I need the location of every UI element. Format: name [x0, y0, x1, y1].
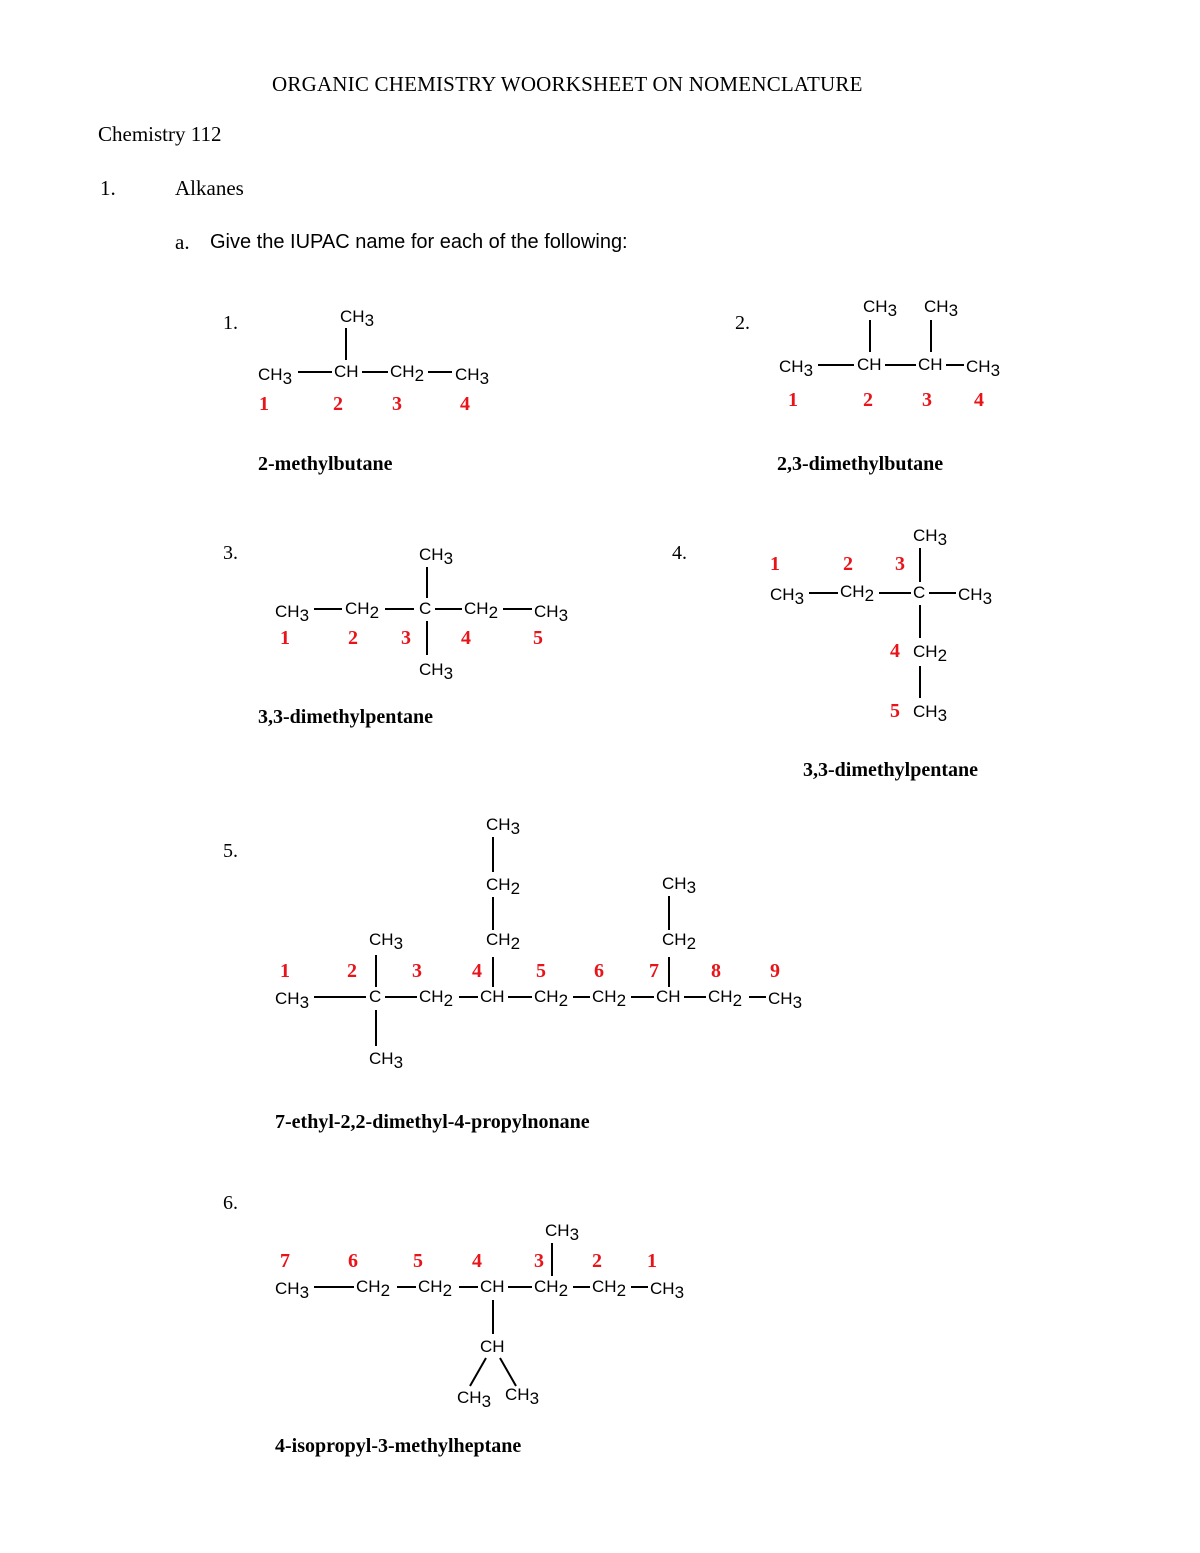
atom-label: CH2 [708, 987, 743, 1010]
atom-label: CH3 [340, 307, 375, 330]
carbon-number: 3 [534, 1250, 544, 1272]
atom-label: CH3 [419, 545, 454, 568]
problem-number-4: 4. [672, 542, 687, 564]
atom-label: CH2 [913, 642, 948, 665]
carbon-number: 7 [280, 1250, 290, 1272]
carbon-number: 2 [863, 389, 873, 411]
structure-3-3-dimethylpentane-b [770, 526, 992, 725]
carbon-number: 6 [594, 960, 604, 982]
carbon-number: 2 [348, 627, 358, 649]
atom-label: CH3 [863, 297, 898, 320]
carbon-number: 5 [413, 1250, 423, 1272]
structure-2-methylbutane [258, 307, 489, 415]
answer-4: 3,3-dimethylpentane [803, 759, 978, 781]
carbon-number: 3 [392, 393, 402, 415]
atom-label: CH [656, 987, 681, 1006]
atom-label: CH3 [486, 815, 521, 838]
atom-label: CH3 [534, 602, 569, 625]
course-name: Chemistry 112 [98, 122, 222, 146]
atom-label: C [913, 583, 926, 602]
carbon-number: 2 [592, 1250, 602, 1272]
atom-label: CH3 [768, 989, 803, 1012]
carbon-number: 5 [890, 700, 900, 722]
atom-label: CH2 [534, 987, 569, 1010]
answer-3: 3,3-dimethylpentane [258, 706, 433, 728]
atom-label: CH2 [356, 1277, 391, 1300]
carbon-number: 2 [347, 960, 357, 982]
atom-label: CH3 [662, 874, 697, 897]
section-title: Alkanes [175, 176, 244, 200]
atom-label: CH [480, 987, 505, 1006]
carbon-number: 7 [649, 960, 659, 982]
carbon-number: 2 [843, 553, 853, 575]
atom-label: CH3 [457, 1388, 492, 1411]
atom-label: CH3 [505, 1385, 540, 1408]
atom-label: C [369, 987, 382, 1006]
atom-label: CH2 [345, 599, 380, 622]
carbon-number: 6 [348, 1250, 358, 1272]
answer-5: 7-ethyl-2,2-dimethyl-4-propylnonane [275, 1111, 590, 1133]
atom-label: CH3 [966, 357, 1001, 380]
atom-label: CH [480, 1337, 505, 1356]
atom-label: CH2 [592, 1277, 627, 1300]
atom-label: CH3 [913, 702, 948, 725]
atom-label: CH2 [486, 930, 521, 953]
atom-label: CH3 [650, 1279, 685, 1302]
atom-label: CH3 [958, 585, 993, 608]
atom-label: CH3 [275, 1279, 310, 1302]
atom-label: CH2 [662, 930, 697, 953]
structure-4-isopropyl-3-methylheptane [275, 1221, 684, 1411]
structure-7-ethyl-2-2-dimethyl-4-propylnonane [275, 815, 802, 1072]
atom-label: CH3 [455, 365, 490, 388]
carbon-number: 5 [536, 960, 546, 982]
atom-label: CH3 [275, 989, 310, 1012]
problem-number-6: 6. [223, 1192, 238, 1214]
carbon-number: 4 [472, 1250, 482, 1272]
problem-number-5: 5. [223, 840, 238, 862]
atom-label: CH2 [840, 582, 875, 605]
atom-label: CH2 [464, 599, 499, 622]
carbon-number: 1 [280, 627, 290, 649]
problem-number-2: 2. [735, 312, 750, 334]
carbon-number: 4 [974, 389, 984, 411]
atom-label: CH3 [258, 365, 293, 388]
atom-label: CH2 [419, 987, 454, 1010]
carbon-number: 3 [412, 960, 422, 982]
carbon-number: 1 [788, 389, 798, 411]
atom-label: C [419, 599, 432, 618]
atom-label: CH2 [418, 1277, 453, 1300]
carbon-number: 1 [770, 553, 780, 575]
carbon-number: 9 [770, 960, 780, 982]
carbon-number: 3 [401, 627, 411, 649]
carbon-number: 1 [647, 1250, 657, 1272]
section-number: 1. [100, 176, 116, 200]
carbon-number: 4 [890, 640, 900, 662]
carbon-number: 3 [895, 553, 905, 575]
atom-label: CH3 [545, 1221, 580, 1244]
atom-label: CH3 [369, 1049, 404, 1072]
carbon-number: 3 [922, 389, 932, 411]
carbon-number: 2 [333, 393, 343, 415]
carbon-number: 1 [280, 960, 290, 982]
carbon-number: 4 [460, 393, 470, 415]
atom-label: CH2 [592, 987, 627, 1010]
structure-2-3-dimethylbutane [779, 297, 1000, 411]
atom-label: CH [857, 355, 882, 374]
atom-label: CH2 [486, 875, 521, 898]
answer-1: 2-methylbutane [258, 453, 393, 475]
carbon-number: 8 [711, 960, 721, 982]
problem-number-3: 3. [223, 542, 238, 564]
atom-label: CH3 [779, 357, 814, 380]
atom-label: CH2 [390, 362, 425, 385]
structure-3-3-dimethylpentane-a [275, 545, 568, 683]
atom-label: CH [334, 362, 359, 381]
carbon-number: 1 [259, 393, 269, 415]
carbon-number: 5 [533, 627, 543, 649]
worksheet-title: ORGANIC CHEMISTRY WOORKSHEET ON NOMENCLATURE [272, 72, 863, 96]
atom-label: CH3 [913, 526, 948, 549]
atom-label: CH [918, 355, 943, 374]
part-letter: a. [175, 230, 190, 254]
atom-label: CH3 [275, 602, 310, 625]
instruction-text: Give the IUPAC name for each of the following: [210, 231, 628, 253]
answer-6: 4-isopropyl-3-methylheptane [275, 1435, 522, 1457]
atom-label: CH3 [770, 585, 805, 608]
atom-label: CH2 [534, 1277, 569, 1300]
answer-2: 2,3-dimethylbutane [777, 453, 944, 475]
atom-label: CH [480, 1277, 505, 1296]
problem-number-1: 1. [223, 312, 238, 334]
carbon-number: 4 [461, 627, 471, 649]
atom-label: CH3 [924, 297, 959, 320]
carbon-number: 4 [472, 960, 482, 982]
atom-label: CH3 [419, 660, 454, 683]
atom-label: CH3 [369, 930, 404, 953]
